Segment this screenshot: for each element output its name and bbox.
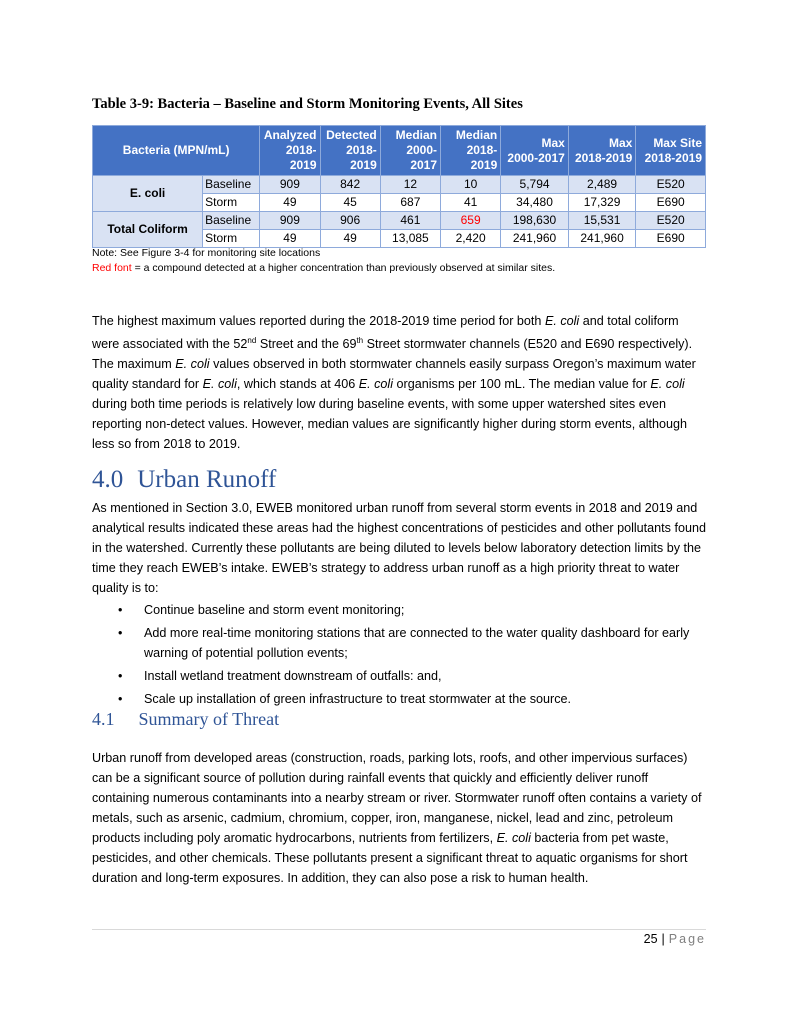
table-cell: 12 bbox=[380, 176, 440, 194]
event-label: Baseline bbox=[203, 212, 260, 230]
table-note: Note: See Figure 3-4 for monitoring site locations bbox=[92, 247, 321, 259]
table-cell: 906 bbox=[320, 212, 380, 230]
table-cell: E520 bbox=[636, 212, 706, 230]
header-median-2000-2017: Median 2000-2017 bbox=[380, 126, 440, 176]
table-cell: 461 bbox=[380, 212, 440, 230]
table-cell: 17,329 bbox=[568, 194, 636, 212]
table-cell: 45 bbox=[320, 194, 380, 212]
header-analyzed: Analyzed 2018-2019 bbox=[260, 126, 320, 176]
table-cell: 10 bbox=[441, 176, 501, 194]
table-cell: 34,480 bbox=[501, 194, 569, 212]
group-label-ecoli: E. coli bbox=[93, 176, 203, 212]
table-cell: 13,085 bbox=[380, 230, 440, 248]
table-cell: 15,531 bbox=[568, 212, 636, 230]
table-cell: E520 bbox=[636, 176, 706, 194]
header-corner: Bacteria (MPN/mL) bbox=[93, 126, 260, 176]
list-item: • Install wetland treatment downstream of outfalls: and, bbox=[118, 669, 442, 683]
table-cell: 909 bbox=[260, 176, 320, 194]
table-cell: 49 bbox=[260, 230, 320, 248]
paragraph-threat-summary: Urban runoff from developed areas (construction, roads, parking lots, roofs, and other impervious surfaces) can be a significant source of pollution during rainfall events that quickly and efficiently deliver runoff containing numerous contaminants into a nearby stream or river. Stormwater runoff often contains a variety of metals, such as arsenic, cadmium, chromium, copper, iron, manganese, nickel, lead and zinc, petroleum products including poly aromatic hydrocarbons, nutrients from fertilizers, E. coli bacteria from pet waste, pesticides, and other chemicals. These pollutants present a significant threat to aquatic organisms for short duration and long-term exposures. In addition, they can also pose a risk to human health. bbox=[92, 751, 702, 885]
header-max-site: Max Site 2018-2019 bbox=[636, 126, 706, 176]
list-item: • Scale up installation of green infrastructure to treat stormwater at the source. bbox=[118, 692, 572, 706]
list-item: • Continue baseline and storm event monitoring; bbox=[118, 603, 405, 617]
table-cell: 198,630 bbox=[501, 212, 569, 230]
table-cell: E690 bbox=[636, 194, 706, 212]
list-item: • Add more real-time monitoring stations that are connected to the water quality dashboard for early warning of potential pollution events; bbox=[118, 626, 690, 660]
table-cell: 49 bbox=[320, 230, 380, 248]
event-label: Storm bbox=[203, 230, 260, 248]
table-cell: 41 bbox=[441, 194, 501, 212]
table-row bbox=[93, 176, 706, 194]
bacteria-table bbox=[92, 125, 706, 248]
subsection-heading: 4.1 Summary of Threat bbox=[92, 709, 280, 729]
event-label: Storm bbox=[203, 194, 260, 212]
page-number: 25 bbox=[643, 932, 658, 946]
header-max-2000-2017: Max 2000-2017 bbox=[501, 126, 569, 176]
header-median-2018-2019: Median 2018-2019 bbox=[441, 126, 501, 176]
red-font-note bbox=[92, 261, 555, 276]
red-font-explanation: = a compound detected at a higher concentration than previously observed at similar sites. bbox=[131, 262, 556, 274]
table-cell: 2,489 bbox=[568, 176, 636, 194]
table-cell: 2,420 bbox=[441, 230, 501, 248]
paragraph-urban-runoff-intro: As mentioned in Section 3.0, EWEB monitored urban runoff from several storm events in 2018 and 2019 and analytical results indicated these areas had the highest concentrations of pesticides and other pollutants found in the watershed. Currently these pollutants are being diluted to levels below laboratory detection limits by the time they reach EWEB’s intake. EWEB’s strategy to address urban runoff as a high priority threat to water quality is to: bbox=[92, 501, 706, 595]
table-caption: Table 3-9: Bacteria – Baseline and Storm Monitoring Events, All Sites bbox=[92, 96, 523, 112]
paragraph-bacteria-summary: The highest maximum values reported during the 2018-2019 time period for both E. coli and total coliform were associated with the 52nd Street and the 69th Street stormwater channels (E520 and E690 respectively). The maximum E. coli values observed in both stormwater channels easily surpass Oregon’s maximum water quality standard for E. coli, which stands at 406 E. coli organisms per 100 mL. The median value for E. coli during both time periods is relatively low during baseline events, with some upper watershed sites even reporting non-detect values. However, median values are significantly higher during storm events, although less so from 2018 to 2019. bbox=[92, 314, 696, 452]
table-cell: 909 bbox=[260, 212, 320, 230]
header-detected: Detected 2018-2019 bbox=[320, 126, 380, 176]
group-label-total-coliform: Total Coliform bbox=[93, 212, 203, 248]
table-cell: 241,960 bbox=[501, 230, 569, 248]
section-heading: 4.0 Urban Runoff bbox=[92, 466, 277, 493]
table-cell: 241,960 bbox=[568, 230, 636, 248]
header-max-2018-2019: Max 2018-2019 bbox=[568, 126, 636, 176]
page-footer: 25 | Page bbox=[643, 932, 706, 946]
table-cell: E690 bbox=[636, 230, 706, 248]
red-font-label: Red font bbox=[92, 262, 132, 274]
table-header-row bbox=[93, 126, 706, 176]
table-row bbox=[93, 212, 706, 230]
table-cell: 49 bbox=[260, 194, 320, 212]
table-cell: 687 bbox=[380, 194, 440, 212]
table-cell: 842 bbox=[320, 176, 380, 194]
table-cell: 5,794 bbox=[501, 176, 569, 194]
event-label: Baseline bbox=[203, 176, 260, 194]
footer-divider bbox=[92, 929, 706, 930]
table-notes bbox=[92, 246, 555, 276]
strategy-list bbox=[118, 600, 708, 712]
page-word: Page bbox=[668, 932, 706, 946]
table-cell-highlighted: 659 bbox=[441, 212, 501, 230]
